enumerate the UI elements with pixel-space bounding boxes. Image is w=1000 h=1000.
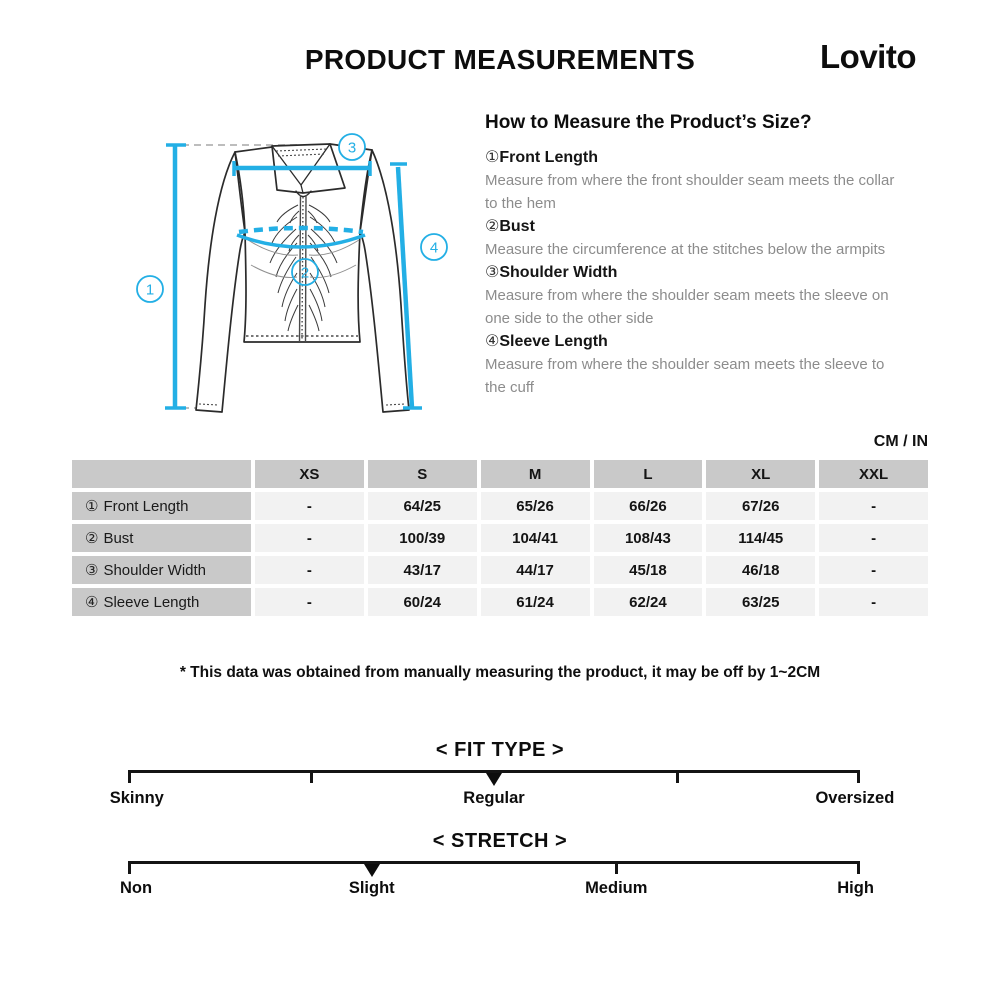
table-cell: 65/26 [481,492,590,520]
circled-number: ④ [485,333,500,350]
howto-item-shoulder-width [485,261,897,330]
table-cell: 63/25 [706,588,815,616]
howto-item-title: ②Bust [485,218,535,235]
howto-item-desc: Measure from where the shoulder seam meets the sleeve to the cuff [485,356,885,396]
col-header-m: M [481,460,590,488]
howto-item-front-length [485,146,897,215]
table-cell: - [255,588,364,616]
table-cell: - [255,492,364,520]
table-cell: - [819,524,928,552]
circled-number: ① [85,498,99,515]
fit-type-scale [128,770,860,786]
scale-line [128,861,860,864]
stretch-marker [364,864,380,877]
table-cell: 67/26 [706,492,815,520]
fit-type-label-oversized: Oversized [815,789,895,807]
table-cell: - [255,524,364,552]
scale-tick [857,861,860,874]
howto-item-title: ①Front Length [485,149,598,166]
scale-tick [128,861,131,874]
callout-3: 3 [347,139,357,157]
scale-tick [310,770,313,783]
table-cell: 44/17 [481,556,590,584]
callout-2: 2 [300,264,310,282]
table-cell: 66/26 [594,492,703,520]
stretch-label-medium: Medium [585,879,648,897]
table-cell: 43/17 [368,556,477,584]
circled-number: ④ [85,594,99,611]
howto-item-desc: Measure from where the shoulder seam meets the sleeve on one side to the other side [485,287,889,327]
how-to-heading: How to Measure the Product’s Size? [485,112,812,133]
how-to-measure-section [485,112,897,399]
fit-type-labels [109,789,895,809]
measurement-disclaimer: * This data was obtained from manually measuring the product, it may be off by 1~2CM [179,664,821,681]
table-cell: 100/39 [368,524,477,552]
stretch-scale [128,861,860,877]
col-header-l: L [594,460,703,488]
callout-4: 4 [429,239,439,257]
howto-item-desc: Measure from where the front shoulder seam meets the collar to the hem [485,172,895,212]
table-cell: - [819,556,928,584]
row-label-front-length: ① Front Length [72,492,251,520]
fit-type-title: < FIT TYPE > [435,739,565,761]
stretch-label-non: Non [120,879,153,897]
fit-type-label-skinny: Skinny [109,789,164,807]
garment-measurement-diagram [130,125,460,425]
col-header-xl: XL [706,460,815,488]
row-label-bust: ② Bust [72,524,251,552]
howto-item-title: ③Shoulder Width [485,264,618,281]
circled-number: ③ [85,562,99,579]
scale-tick [128,770,131,783]
fit-type-label-regular: Regular [463,789,525,807]
circled-number: ① [485,149,500,166]
table-cell: 61/24 [481,588,590,616]
table-cell: 45/18 [594,556,703,584]
table-cell: 46/18 [706,556,815,584]
table-cell: 60/24 [368,588,477,616]
col-header-xs: XS [255,460,364,488]
unit-label: CM / IN [873,433,928,450]
stretch-label-high: High [837,879,874,897]
fit-type-marker [486,773,502,786]
stretch-title: < STRETCH > [432,830,568,852]
callout-1: 1 [145,281,155,299]
table-cell: - [819,492,928,520]
howto-item-sleeve-length [485,330,897,399]
scale-tick [615,861,618,874]
table-cell: 114/45 [706,524,815,552]
stretch-label-slight: Slight [348,879,395,897]
scale-tick [676,770,679,783]
row-label-sleeve-length: ④ Sleeve Length [72,588,251,616]
circled-number: ② [85,530,99,547]
row-label-shoulder-width: ③ Shoulder Width [72,556,251,584]
table-cell: - [255,556,364,584]
size-table [72,460,928,616]
circled-number: ② [485,218,500,235]
table-cell: 64/25 [368,492,477,520]
table-cell: 62/24 [594,588,703,616]
table-cell: 108/43 [594,524,703,552]
col-header-xxl: XXL [819,460,928,488]
scale-tick [857,770,860,783]
table-cell: 104/41 [481,524,590,552]
page-title: PRODUCT MEASUREMENTS [304,44,696,75]
stretch-labels [120,879,874,899]
howto-item-desc: Measure the circumference at the stitches below the armpits [485,241,886,258]
circled-number: ③ [485,264,500,281]
howto-item-title: ④Sleeve Length [485,333,608,350]
col-header-s: S [368,460,477,488]
table-cell: - [819,588,928,616]
brand-logo: Lovito [820,38,916,75]
howto-item-bust [485,215,897,261]
table-corner-cell [72,460,251,488]
